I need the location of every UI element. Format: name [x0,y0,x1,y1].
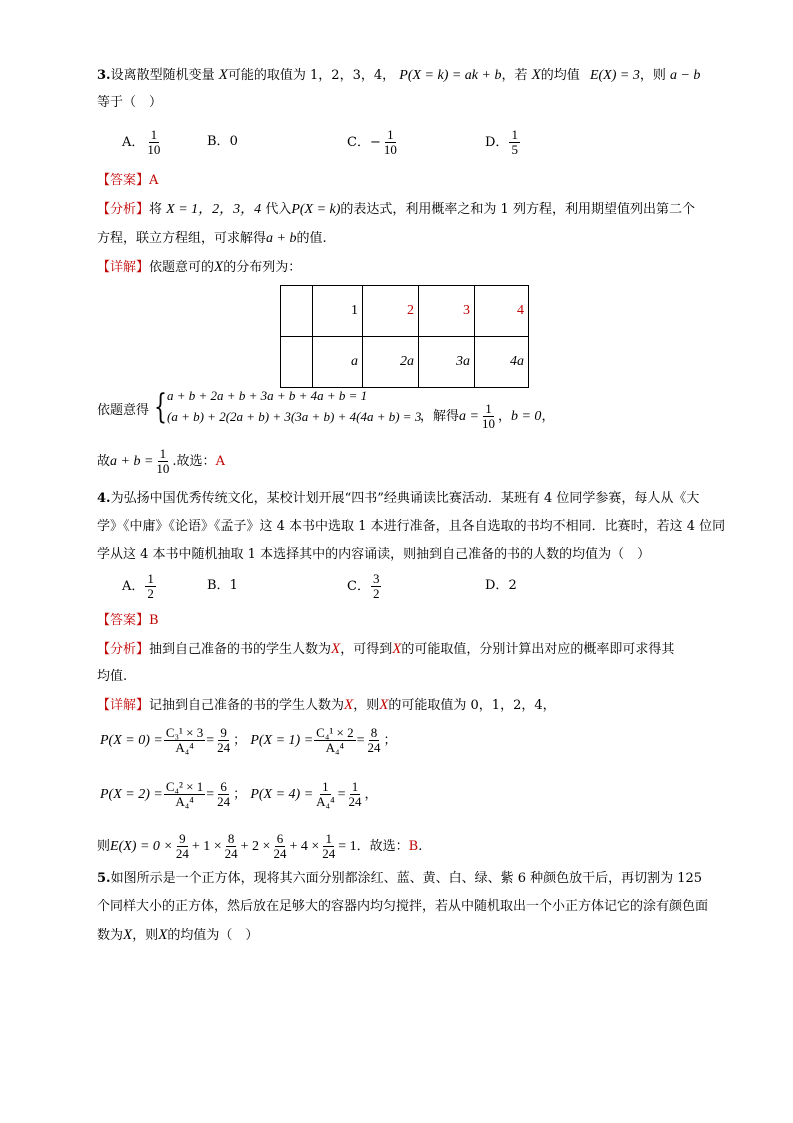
q3-equation-intro: 依题意得 [97,403,150,418]
table-cell: 4 [475,286,529,337]
q3-number: 3. [97,68,111,83]
q3-option-d: D． $\frac{1}{5}$ [485,127,518,157]
table-row [281,286,529,337]
q3-option-b: B．0 [207,134,238,149]
q3-stem: 3.设离散型随机变量 X可能的取值为 1，2，3，4， P(X = k) = ak + b，若 X的均值 E(X) = 3，则 a − b [97,67,701,83]
q5-stem-line3: 数为X，则X的均值为（ ） [97,927,259,943]
q3-solution: ，解得a = $\frac{1}{10}$ ，b = 0， [420,401,555,431]
q5-stem-line2: 个同样大小的正方体，然后放在足够大的容器内均匀搅拌，若从中随机取出一个小正方体记它的涂有颜色面 [97,899,709,914]
q4-option-d: D．2 [485,578,517,593]
table-cell: 4a [475,337,529,388]
q4-prob-line2: P(X = 2) = $\frac{\text{C₄² × 1}}{\text{A₄⁴}}$ = $\frac{6}{24}$ ； P(X = 4) = $\frac{1}{\text{A₄⁴}}$ = $\frac{1}{24}$ ， [100,779,378,809]
table-cell: 2 [363,286,419,337]
q3-option-c: C．− $\frac{1}{10}$ [347,127,397,157]
q3-conclusion: 故a + b = $\frac{1}{10}$ .故选：A [97,446,225,476]
q4-stem-line1: 4.为弘扬中国优秀传统文化，某校计划开展“四书”经典诵读比赛活动．某班有 4 位同学参赛，每人从《大 [97,491,700,506]
table-cell [281,286,313,337]
table-cell: a [313,337,363,388]
table-cell: 3a [419,337,475,388]
table-cell [281,337,313,388]
q4-option-a: A． $\frac{1}{2}$ [122,571,154,601]
q3-stem-line2: 等于（ ） [97,95,163,110]
distribution-table [280,285,529,388]
q4-number: 4. [97,491,111,506]
q3-answer: 【答案】A [97,173,159,188]
brace-icon: { [154,387,167,427]
table-row [281,337,529,388]
q3-analysis: 【分析】将 X = 1，2，3，4 代入P(X = k)的表达式，利用概率之和为 1 列方程，利用期望值列出第二个 [97,202,695,217]
q3-equation-2: (a + b) + 2(2a + b) + 3(3a + b) + 4(4a + b) = 3 [167,409,422,424]
q4-option-c: C． $\frac{3}{2}$ [347,571,380,601]
q5-number: 5. [97,871,111,886]
q4-analysis: 【分析】抽到自己准备的书的学生人数为X，可得到X的可能取值，分别计算出对应的概率即可求得其 [97,641,675,657]
q4-stem-line2: 学》《中庸》《论语》《孟子》这 4 本书中选取 1 本进行准备，且各自选取的书均不相同．比赛时，若这 4 位同 [97,519,726,534]
table-cell: 3 [419,286,475,337]
table-cell: 2a [363,337,419,388]
q3-option-a: A． $\frac{1}{10}$ [122,127,161,157]
q4-answer: 【答案】B [97,613,159,628]
q3-equation-1: a + b + 2a + b + 3a + b + 4a + b = 1 [167,388,368,403]
q4-analysis-line2: 均值. [97,669,128,684]
q4-expectation: 则E(X) = 0 × $\frac{9}{24}$ + 1 × $\frac{8}{24}$ + 2 × $\frac{6}{24}$ + 4 × $\frac{1}{24}$ = 1．故选：B. [97,831,423,861]
q5-stem-line1: 5.如图所示是一个正方体，现将其六面分别都涂红、蓝、黄、白、绿、紫 6 种颜色放干后，再切割为 125 [97,871,703,886]
q4-detail: 【详解】记抽到自己准备的书的学生人数为X，则X的可能取值为 0，1，2，4， [97,697,556,713]
q4-prob-line1: P(X = 0) = $\frac{\text{C₃¹ × 3}}{\text{A₄⁴}}$ = $\frac{9}{24}$ ； P(X = 1) = $\frac{\text{C₄¹ × 2}}{\text{A₄⁴}}$ = $\frac{8}{24}$ ； [100,725,397,755]
table-cell: 1 [313,286,363,337]
q3-detail: 【详解】依题意可的X的分布列为： [97,259,302,275]
q3-analysis-line2: 方程，联立方程组，可求解得a + b的值. [97,231,327,246]
q4-stem-line3: 学从这 4 本书中随机抽取 1 本选择其中的内容诵读，则抽到自己准备的书的人数的均值为（ ） [97,547,651,562]
q4-option-b: B．1 [207,578,238,593]
